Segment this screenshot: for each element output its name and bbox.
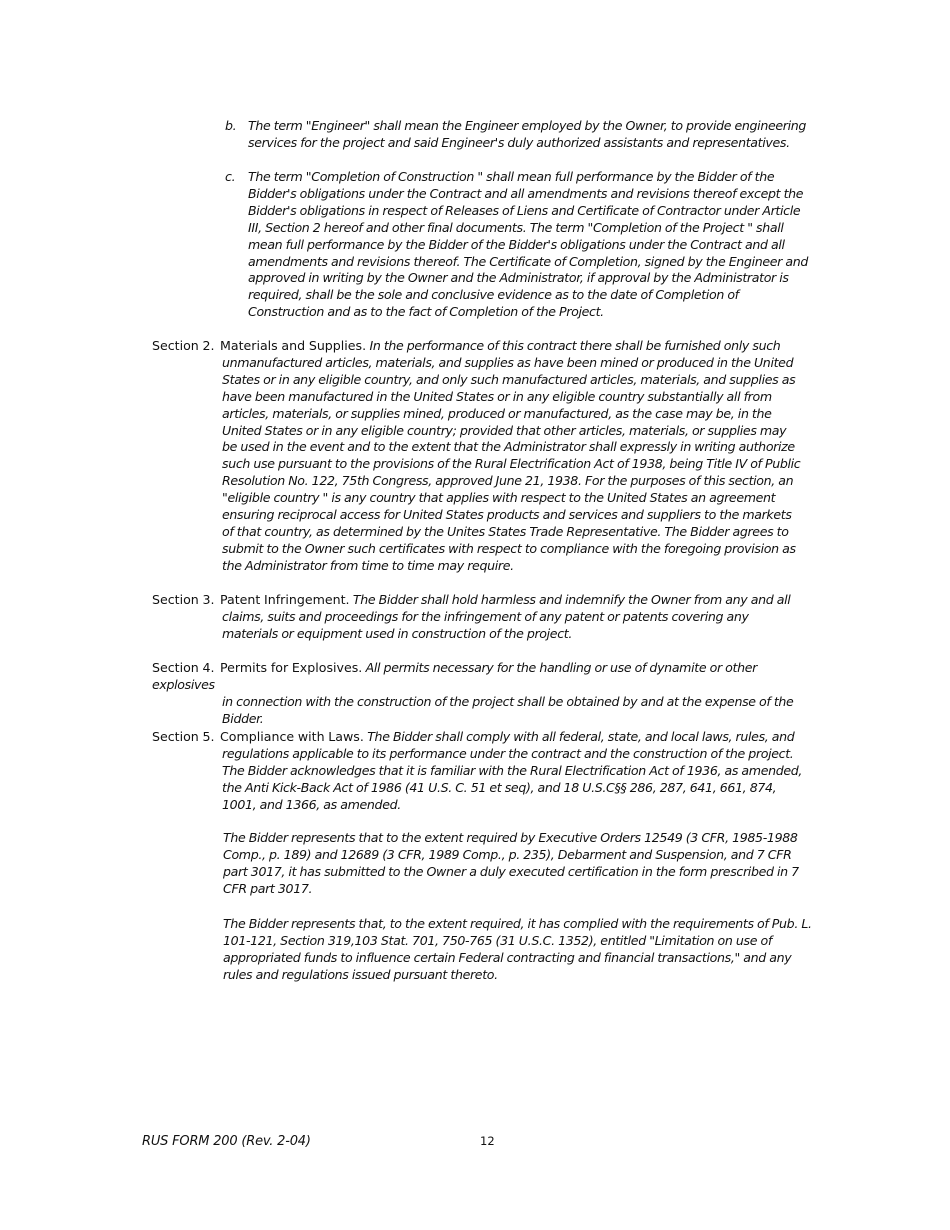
- section-5-compliance-laws: [152, 729, 804, 814]
- section-label: Section 4.: [152, 660, 215, 675]
- section-label: Section 3.: [152, 592, 215, 607]
- section-heading: Patent Infringement.: [220, 592, 350, 607]
- section-heading: Compliance with Laws.: [220, 729, 364, 744]
- section-body: claims, suits and proceedings for the infringement of any patent or patents covering any materials or equipment used in construction of the project.: [222, 608, 749, 641]
- section-body-first-line: All permits necessary for the handling or use of dynamite or other explosives: [152, 660, 757, 692]
- section-4-permits-explosives: [152, 660, 804, 728]
- page-number: 12: [480, 1134, 495, 1148]
- section-label: Section 5.: [152, 729, 215, 744]
- section-body: unmanufactured articles, materials, and supplies as have been mined or produced in the United States or in any eligible country, and only such manufactured articles, materials, and supplies as have been manufactured in the United States or in any eligible country substantially all from articles, materials, or supplies mined, produced or manufactured, as the case may be, in the United States or in any eligible country; provided that other articles, materials, or supplies may be used in the event and to the extent that the Administrator shall expressly in writing authorize such use pursuant to the provisions of the Rural Electrification Act of 1938, being Title IV of Public Resolution No. 122, 75th Congress, approved June 21, 1938. For the purposes of this section, an "eligible country " is any country that applies with respect to the United States an agreement ensuring reciprocal access for United States products and services and suppliers to the markets of that country, as determined by the Unites States Trade Representative. The Bidder agrees to submit to the Owner such certificates with respect to compliance with the foregoing provision as the Administrator from time to time may require.: [222, 354, 801, 573]
- item-text: The term "Completion of Construction " shall mean full performance by the Bidder of the Bidder's obligations under the Contract and all amendments and revisions thereof except the Bidder's obligations in respect of Releases of Liens and Certificate of Contractor under Article III, Section 2 hereof and other final documents. The term "Completion of the Project " shall mean full performance by the Bidder of the Bidder's obligations under the Contract and all amendments and revisions thereof. The Certificate of Completion, signed by the Engineer and approved in writing by the Owner and the Administrator, if approval by the Administrator is required, shall be the sole and conclusive evidence as to the date of Completion of Construction and as to the fact of Completion of the Project.: [248, 169, 808, 320]
- section-heading: Materials and Supplies.: [220, 338, 367, 353]
- paragraph-debarment-certification: The Bidder represents that to the extent required by Executive Orders 12549 (3 CFR, 1985-1988 Comp., p. 189) and 12689 (3 CFR, 1989 Comp., p. 235), Debarment and Suspension, and 7 CFR part 3017, it has submitted to the Owner a duly executed certification in the form prescribed in 7 CFR part 3017.: [223, 830, 799, 896]
- section-body-first-line: The Bidder shall comply with all federal, state, and local laws, rules, and: [367, 729, 795, 744]
- definition-item-b: [225, 118, 810, 152]
- section-body: regulations applicable to its performance under the contract and the construction of the project. The Bidder acknowledges that it is familiar with the Rural Electrification Act of 1936, as amended, the Anti Kick-Back Act of 1986 (41 U.S. C. 51 et seq), and 18 U.S.C§§ 286, 287, 641, 661, 874, 1001, and 1366, as amended.: [222, 745, 803, 812]
- section-3-patent-infringement: [152, 592, 804, 643]
- section-label: Section 2.: [152, 338, 215, 353]
- section-heading: Permits for Explosives.: [220, 660, 363, 675]
- section-body: in connection with the construction of the project shall be obtained by and at the expense of the Bidder.: [222, 693, 794, 726]
- item-marker: b.: [225, 118, 237, 133]
- item-marker: c.: [225, 169, 236, 184]
- section-body-first-line: The Bidder shall hold harmless and indemnify the Owner from any and all: [352, 592, 791, 607]
- section-body-first-line: In the performance of this contract there shall be furnished only such: [369, 338, 781, 353]
- item-text: The term "Engineer" shall mean the Engineer employed by the Owner, to provide engineering services for the project and said Engineer's duly authorized assistants and representatives.: [248, 118, 807, 150]
- form-identifier: RUS FORM 200 (Rev. 2-04): [142, 1134, 311, 1149]
- section-2-materials-supplies: [152, 338, 804, 575]
- definition-item-c: [225, 169, 810, 321]
- paragraph-lobbying-limitation: The Bidder represents that, to the extent required, it has complied with the requirements of Pub. L. 101-121, Section 319,103 Stat. 701, 750-765 (31 U.S.C. 1352), entitled "Limitation on use of appropriated funds to influence certain Federal contracting and financial transactions," and any rules and regulations issued pursuant thereto.: [223, 916, 812, 982]
